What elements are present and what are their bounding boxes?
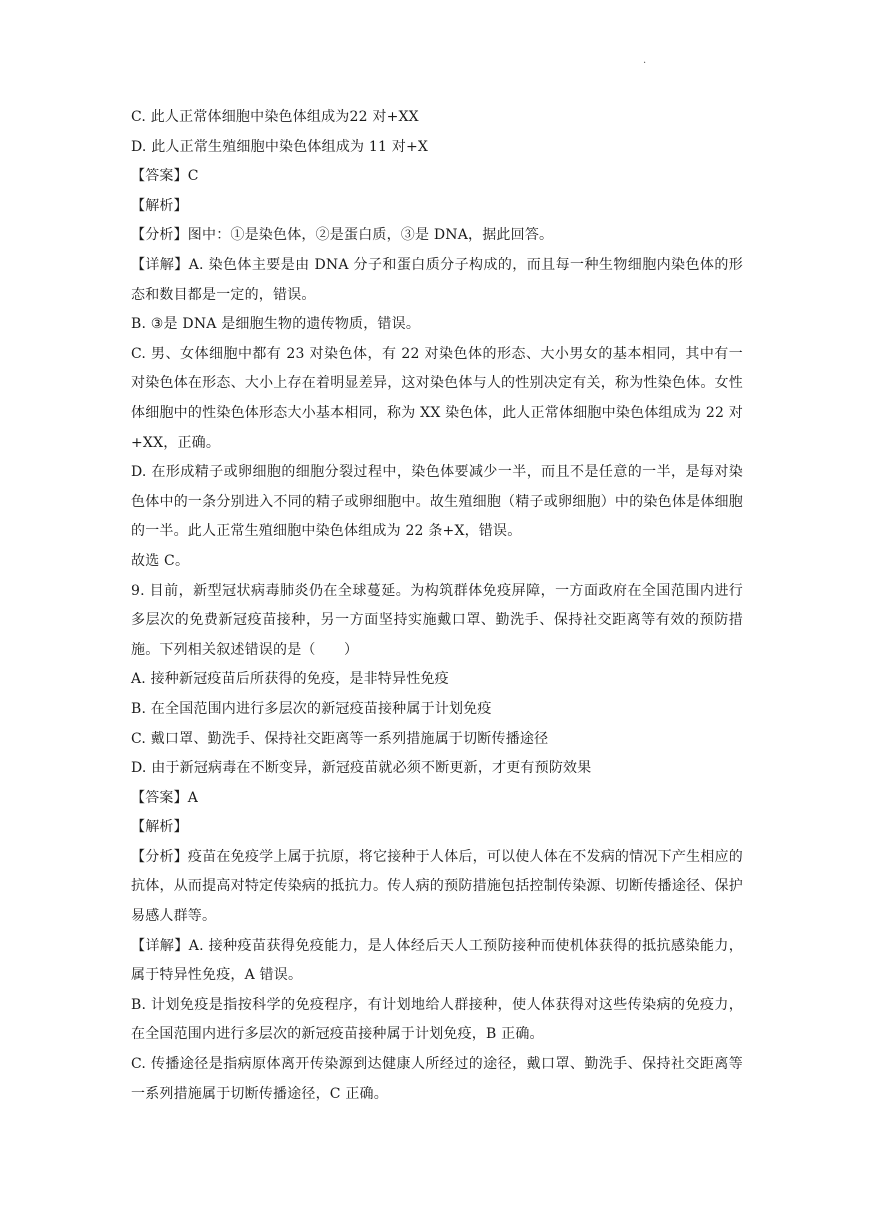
text-paragraph: 【分析】疫苗在免疫学上属于抗原，将它接种于人体后，可以使人体在不发病的情况下产生相应的抗体，从而提高对特定传染病的抵抗力。传人病的预防措施包括控制传染源、切断传播途径、保护易感人群等。 bbox=[131, 848, 743, 925]
text-line: A. 接种新冠疫苗后所获得的免疫，是非特异性免疫 bbox=[131, 671, 449, 688]
text-line: D. 此人正常生殖细胞中染色体组成为 11 对+X bbox=[131, 138, 429, 155]
text-paragraph: 【详解】A. 染色体主要是由 DNA 分子和蛋白质分子构成的，而且每一种生物细胞内染色体的形态和数目都是一定的，错误。 bbox=[131, 256, 743, 303]
text-line: 【解析】 bbox=[131, 197, 188, 214]
text-line: 【分析】图中：①是染色体，②是蛋白质，③是 DNA，据此回答。 bbox=[131, 227, 554, 244]
text-line: B. ③是 DNA 是细胞生物的遗传物质，错误。 bbox=[131, 316, 421, 333]
text-paragraph: 9. 目前，新型冠状病毒肺炎仍在全球蔓延。为构筑群体免疫屏障，一方面政府在全国范围内进行多层次的免费新冠疫苗接种，另一方面坚持实施戴口罩、勤洗手、保持社交距离等有效的预防措施。下列相关叙述错误的是（ ） bbox=[131, 582, 743, 658]
text-paragraph: D. 在形成精子或卵细胞的细胞分裂过程中，染色体要减少一半，而且不是任意的一半，是每对染色体中的一条分别进入不同的精子或卵细胞中。故生殖细胞（精子或卵细胞）中的染色体是体细胞的一半。此人正常生殖细胞中染色体组成为 22 条+X，错误。 bbox=[131, 464, 743, 540]
text-paragraph: C. 男、女体细胞中都有 23 对染色体，有 22 对染色体的形态、大小男女的基本相同，其中有一对染色体在形态、大小上存在着明显差异，这对染色体与人的性别决定有关，称为性染色体。女性体细胞中的性染色体形态大小基本相同，称为 XX 染色体，此人正常体细胞中染色体组成为 22 对+XX，正确。 bbox=[131, 345, 743, 451]
text-paragraph: 【详解】A. 接种疫苗获得免疫能力，是人体经后天人工预防接种而使机体获得的抵抗感染能力，属于特异性免疫，A 错误。 bbox=[131, 937, 743, 984]
document-body bbox=[131, 103, 743, 1109]
text-paragraph: B. 计划免疫是指按科学的免疫程序，有计划地给人群接种，使人体获得对这些传染病的免疫力，在全国范围内进行多层次的新冠疫苗接种属于计划免疫，B 正确。 bbox=[131, 996, 743, 1043]
text-line: 【答案】A bbox=[131, 789, 199, 806]
text-line: C. 戴口罩、勤洗手、保持社交距离等一系列措施属于切断传播途径 bbox=[131, 730, 549, 747]
text-line: 故选 C。 bbox=[131, 552, 190, 569]
header-mark: . bbox=[643, 55, 647, 66]
text-line: C. 此人正常体细胞中染色体组成为22 对+XX bbox=[131, 109, 419, 125]
text-paragraph: C. 传播途径是指病原体离开传染源到达健康人所经过的途径，戴口罩、勤洗手、保持社交距离等一系列措施属于切断传播途径，C 正确。 bbox=[131, 1056, 743, 1102]
text-line: 【解析】 bbox=[131, 819, 188, 836]
text-line: 【答案】C bbox=[131, 168, 199, 185]
text-line: B. 在全国范围内进行多层次的新冠疫苗接种属于计划免疫 bbox=[131, 700, 492, 717]
text-line: D. 由于新冠病毒在不断变异，新冠疫苗就必须不断更新，才更有预防效果 bbox=[131, 760, 592, 777]
